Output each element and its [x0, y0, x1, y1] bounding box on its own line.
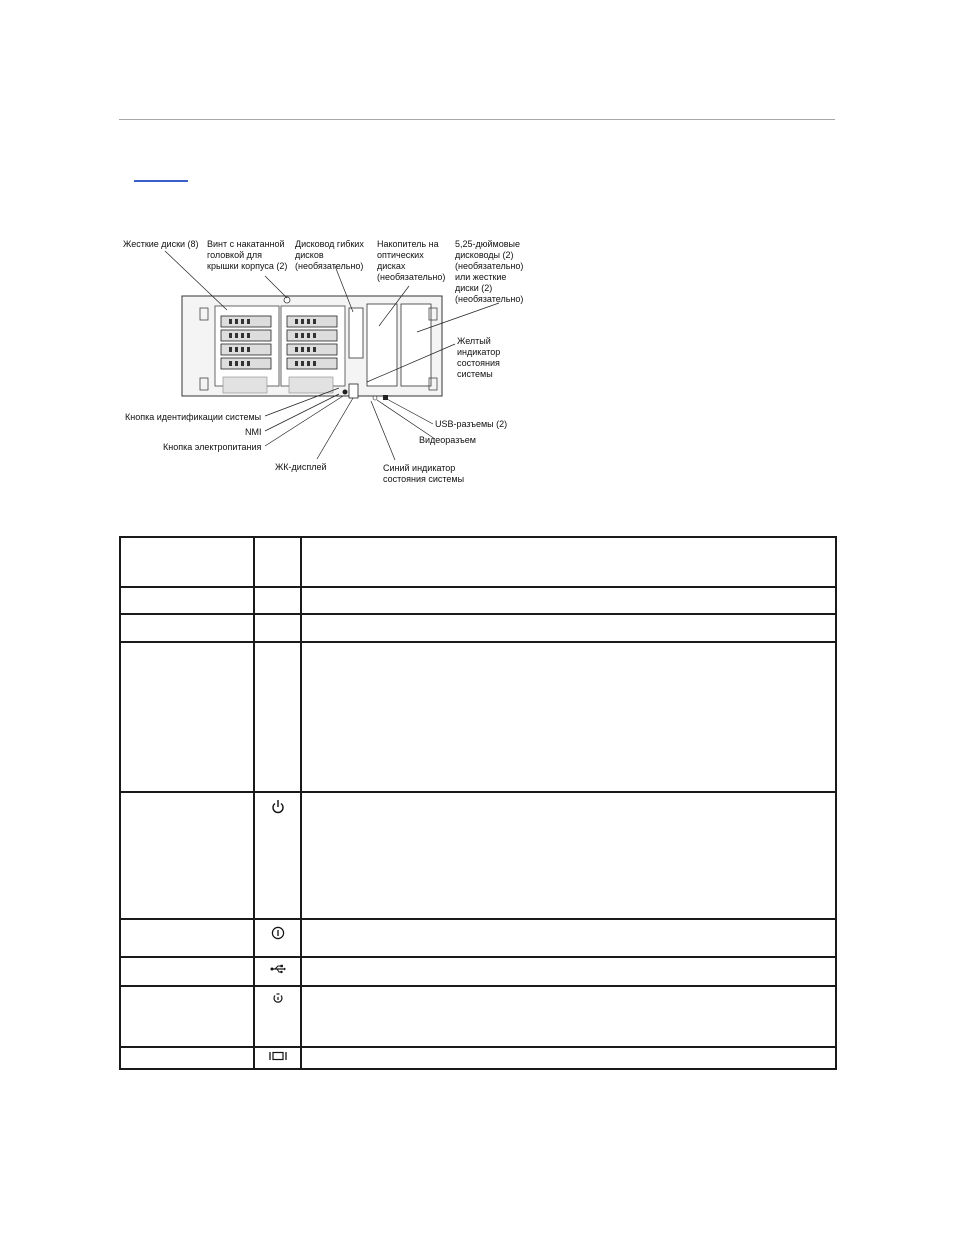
callout-optical: (необязательно)	[377, 272, 446, 282]
callout-bays: или жесткие	[455, 272, 507, 282]
table-cell	[120, 919, 254, 957]
callout-optical: оптических	[377, 250, 424, 260]
table-cell	[301, 957, 836, 986]
callout-thumbscrew: головкой для	[207, 250, 262, 260]
nmi-icon	[272, 993, 284, 1005]
system-id-icon	[271, 926, 285, 940]
callout-id-button: Кнопка идентификации системы	[125, 412, 262, 422]
callout-nmi: NMI	[245, 427, 262, 437]
table-cell	[301, 587, 836, 614]
callout-amber-led: индикатор	[457, 347, 501, 357]
callout-bays: (необязательно)	[455, 261, 524, 271]
table-row	[120, 792, 836, 919]
table-cell	[254, 1047, 301, 1069]
table-cell	[254, 792, 301, 919]
callout-power-button: Кнопка электропитания	[163, 442, 262, 452]
header-cell	[254, 537, 301, 587]
table-cell	[301, 614, 836, 642]
lcd-panel	[349, 384, 358, 398]
table-row	[120, 614, 836, 642]
table-cell	[301, 1047, 836, 1069]
usb-icon	[270, 964, 286, 974]
callout-thumbscrew: крышки корпуса (2)	[207, 261, 288, 271]
table-cell	[254, 986, 301, 1047]
drive-bay-525	[401, 304, 431, 386]
callout-video: Видеоразъем	[419, 435, 476, 445]
callout-amber-led: Желтый	[457, 336, 491, 346]
callout-floppy: дисков	[295, 250, 324, 260]
table-cell	[254, 919, 301, 957]
table-cell	[120, 792, 254, 919]
table-cell	[254, 614, 301, 642]
callout-floppy: Дисковод гибких	[295, 239, 364, 249]
power-button	[343, 390, 348, 395]
table-cell	[120, 642, 254, 792]
table-cell	[120, 1047, 254, 1069]
back-link[interactable]	[134, 180, 188, 182]
table-row	[120, 957, 836, 986]
table-row	[120, 1047, 836, 1069]
callout-floppy: (необязательно)	[295, 261, 364, 271]
callout-bays: дисководы (2)	[455, 250, 514, 260]
table-cell	[254, 587, 301, 614]
table-cell	[301, 642, 836, 792]
header-cell	[120, 537, 254, 587]
table-cell	[120, 587, 254, 614]
callout-amber-led: системы	[457, 369, 493, 379]
power-icon	[271, 799, 285, 815]
table-cell	[301, 919, 836, 957]
callout-optical: дисках	[377, 261, 406, 271]
video-icon	[269, 1051, 287, 1061]
callout-hard-drives: Жесткие диски (8)	[123, 239, 199, 249]
callout-optical: Накопитель на	[377, 239, 439, 249]
callout-bays: диски (2)	[455, 283, 493, 293]
callout-lcd: ЖК-дисплей	[275, 462, 327, 472]
callout-amber-led: состояния	[457, 358, 500, 368]
callout-blue-led: Синий индикатор	[383, 463, 456, 473]
table-cell	[254, 642, 301, 792]
callout-bays: 5,25-дюймовые	[455, 239, 520, 249]
blank-panel	[289, 377, 333, 393]
table-row	[120, 642, 836, 792]
callout-usb: USB-разъемы (2)	[435, 419, 508, 429]
table-row	[120, 986, 836, 1047]
blank-panel	[223, 377, 267, 393]
table-cell	[120, 986, 254, 1047]
front-panel-table	[119, 536, 837, 1070]
header-cell	[301, 537, 836, 587]
callout-thumbscrew: Винт с накатанной	[207, 239, 285, 249]
front-panel-diagram	[117, 236, 529, 488]
table-row	[120, 587, 836, 614]
table-cell	[120, 957, 254, 986]
optical-drive	[367, 304, 397, 386]
table-cell	[301, 986, 836, 1047]
video-port	[373, 396, 377, 400]
table-cell	[301, 792, 836, 919]
floppy-drive	[349, 308, 363, 358]
front-panel-figure	[117, 236, 529, 488]
table-row	[120, 919, 836, 957]
header-rule	[119, 119, 835, 120]
table-cell	[120, 614, 254, 642]
callout-bays: (необязательно)	[455, 294, 524, 304]
table-header-row	[120, 537, 836, 587]
callout-blue-led: состояния системы	[383, 474, 465, 484]
table-cell	[254, 957, 301, 986]
